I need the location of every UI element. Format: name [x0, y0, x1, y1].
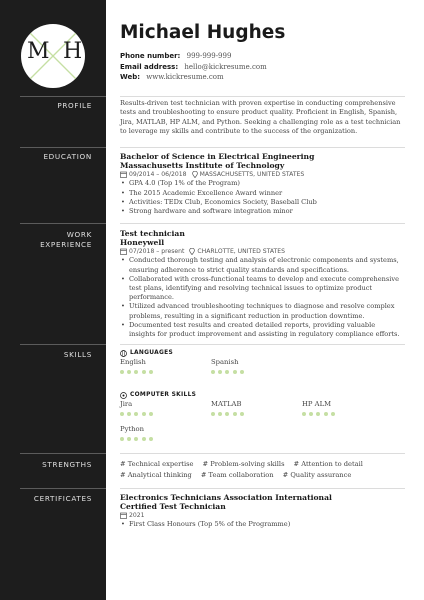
rating-dot: [218, 370, 222, 374]
experience-meta: [120, 247, 410, 256]
skill-rating: [120, 370, 153, 374]
rating-dot: [240, 412, 244, 416]
skill-rating: [120, 412, 153, 416]
bullet-line: • Conducted thorough testing and analysis of electronic components and systems,: [129, 256, 399, 265]
computer-skills-heading-label: COMPUTER SKILLS: [130, 392, 197, 398]
education-dates: 09/2014 – 06/2018: [129, 171, 187, 179]
education-entry: [120, 152, 410, 216]
rating-dot: [225, 412, 229, 416]
rating-dot: [134, 437, 138, 441]
contact-label: Email address:: [120, 62, 179, 71]
contact-web: [120, 72, 267, 83]
education-degree: Bachelor of Science in Electrical Engineering: [120, 152, 315, 161]
rating-dot: [127, 370, 131, 374]
skill-name: MATLAB: [211, 400, 242, 408]
skill-rating: [302, 412, 335, 416]
rating-dot: [211, 412, 215, 416]
sidebar-divider: [20, 96, 106, 97]
strength-tag: # Technical expertise: [120, 460, 194, 468]
skill-name: HP ALM: [302, 400, 332, 408]
rating-dot: [211, 370, 215, 374]
rating-dot: [127, 437, 131, 441]
candidate-name: Michael Hughes: [120, 22, 286, 43]
strength-tag: # Team collaboration: [200, 470, 274, 479]
skill-name: Jira: [120, 400, 133, 408]
strength-tag: # Quality assurance: [282, 470, 352, 479]
calendar-icon: [120, 512, 127, 519]
location-pin-icon: [192, 171, 198, 178]
certificate-entry: [120, 493, 410, 530]
strengths-row: [120, 470, 410, 481]
skill-name: Spanish: [211, 358, 239, 366]
bullet-line: • Utilized advanced troubleshooting techniques to diagnose and resolve complex: [129, 302, 395, 311]
contact-block: [120, 51, 267, 83]
list-item: [120, 321, 410, 339]
monogram-letter-right: H: [63, 39, 83, 64]
education-meta: [120, 170, 410, 179]
gear-icon: [120, 392, 127, 399]
experience-bullets: [120, 256, 410, 339]
skill-rating: [211, 370, 244, 374]
certificate-year: 2021: [129, 512, 145, 520]
rating-dot: [134, 370, 138, 374]
rating-dot: [142, 437, 146, 441]
content-divider: [120, 223, 405, 224]
section-title-profile: PROFILE: [57, 101, 92, 110]
list-item: [120, 302, 410, 320]
experience-company: Honeywell: [120, 238, 165, 248]
section-title-skills: SKILLS: [63, 350, 92, 359]
rating-dot: [218, 412, 222, 416]
location-pin-icon: [189, 248, 195, 255]
experience-entry: [120, 229, 410, 339]
sidebar-divider: [20, 488, 106, 489]
education-bullets: [120, 179, 410, 216]
bullet-line: test plans, identifying and resolving technical issues to optimize product: [129, 284, 373, 293]
section-title-education: EDUCATION: [43, 152, 92, 161]
sidebar-divider: [20, 344, 106, 345]
content-divider: [120, 147, 405, 148]
education-location: MASSACHUSETTS, UNITED STATES: [199, 171, 305, 179]
bullet-line: • Documented test results and created detailed reports, providing valuable: [129, 320, 376, 329]
contact-value: 999-999-999: [186, 52, 232, 60]
rating-dot: [142, 370, 146, 374]
bullet-line: performance.: [129, 293, 174, 302]
rating-dot: [120, 412, 124, 416]
rating-dot: [120, 370, 124, 374]
education-school: Massachusetts Institute of Technology: [120, 161, 285, 171]
list-item: • Strong hardware and software integration minor: [120, 207, 410, 216]
rating-dot: [134, 412, 138, 416]
rating-dot: [302, 412, 306, 416]
contact-email: [120, 62, 267, 73]
section-title-certificates: CERTIFICATES: [33, 494, 92, 503]
content-divider: [120, 453, 405, 454]
section-title-line: EXPERIENCE: [40, 240, 92, 249]
contact-label: Phone number:: [120, 52, 181, 60]
monogram-letter-left: M: [27, 39, 50, 64]
calendar-icon: [120, 171, 127, 178]
rating-dot: [120, 437, 124, 441]
rating-dot: [127, 412, 131, 416]
list-item: [120, 256, 410, 274]
languages-heading-label: LANGUAGES: [130, 350, 174, 356]
list-item: • GPA 4.0 (Top 1% of the Program): [120, 179, 410, 188]
rating-dot: [331, 412, 335, 416]
profile-line: to leverage my skills and contribute to the success of the organization.: [120, 127, 358, 136]
certificate-org: Electronics Technicians Association International: [120, 493, 332, 502]
rating-dot: [225, 370, 229, 374]
content-divider: [120, 96, 405, 97]
contact-label: Web:: [120, 73, 141, 81]
skill-name: Python: [120, 425, 144, 433]
bullet-line: insights for product improvement and assisting in regulatory compliance efforts.: [129, 330, 400, 339]
profile-summary: [120, 99, 410, 137]
rating-dot: [149, 412, 153, 416]
skill-name: English: [120, 358, 146, 366]
experience-dates: 07/2018 – present: [129, 248, 185, 256]
list-item: • First Class Honours (Top 5% of the Programme): [120, 520, 410, 529]
skill-rating: [120, 437, 153, 441]
strength-tag: # Analytical thinking: [120, 470, 192, 479]
rating-dot: [240, 370, 244, 374]
rating-dot: [142, 412, 146, 416]
section-title-experience: [40, 230, 92, 250]
languages-heading: [120, 349, 173, 358]
certificate-bullets: [120, 520, 410, 529]
profile-line: Results-driven test technician with proven expertise in conducting comprehensive: [120, 99, 396, 107]
monogram-avatar: [21, 24, 85, 88]
rating-dot: [149, 370, 153, 374]
sidebar-divider: [20, 223, 106, 224]
rating-dot: [316, 412, 320, 416]
bullet-line: ensuring adherence to strict quality standards and specifications.: [129, 265, 349, 274]
certificate-meta: [120, 511, 410, 520]
rating-dot: [309, 412, 313, 416]
strengths-list: [120, 459, 410, 480]
sidebar: [0, 0, 106, 600]
list-item: • The 2015 Academic Excellence Award winner: [120, 189, 410, 198]
profile-line: Jira, MATLAB, HP ALM, and Python. Seeking a challenging role as a test technician: [120, 117, 401, 126]
section-title-strengths: STRENGTHS: [42, 460, 92, 469]
strength-tag: # Problem-solving skills: [202, 460, 285, 468]
sidebar-divider: [20, 147, 106, 148]
content-divider: [120, 344, 405, 345]
bullet-line: • Collaborated with cross-functional teams to develop and execute comprehensive: [129, 274, 399, 283]
computer-skills-heading: [120, 391, 196, 400]
contact-value[interactable]: hello@kickresume.com: [184, 62, 267, 71]
bullet-line: problems, resulting in a significant reduction in production downtime.: [129, 311, 365, 320]
certificate-name: Certified Test Technician: [120, 502, 226, 512]
rating-dot: [233, 370, 237, 374]
rating-dot: [149, 437, 153, 441]
experience-location: CHARLOTTE, UNITED STATES: [197, 248, 285, 256]
rating-dot: [233, 412, 237, 416]
strength-tag: # Attention to detail: [293, 460, 363, 468]
sidebar-divider: [20, 453, 106, 454]
section-title-line: WORK: [66, 230, 92, 239]
globe-icon: [120, 350, 127, 357]
content-divider: [120, 488, 405, 489]
skill-rating: [211, 412, 244, 416]
list-item: • Activities: TEDx Club, Economics Society, Baseball Club: [120, 198, 410, 207]
rating-dot: [324, 412, 328, 416]
contact-phone: [120, 51, 267, 62]
profile-line: tests and troubleshooting to ensure product quality. Proficient in English, Spanish,: [120, 108, 398, 117]
experience-role: Test technician: [120, 229, 185, 238]
strengths-row: [120, 459, 410, 470]
calendar-icon: [120, 248, 127, 255]
contact-value[interactable]: www.kickresume.com: [146, 73, 224, 81]
list-item: [120, 275, 410, 303]
